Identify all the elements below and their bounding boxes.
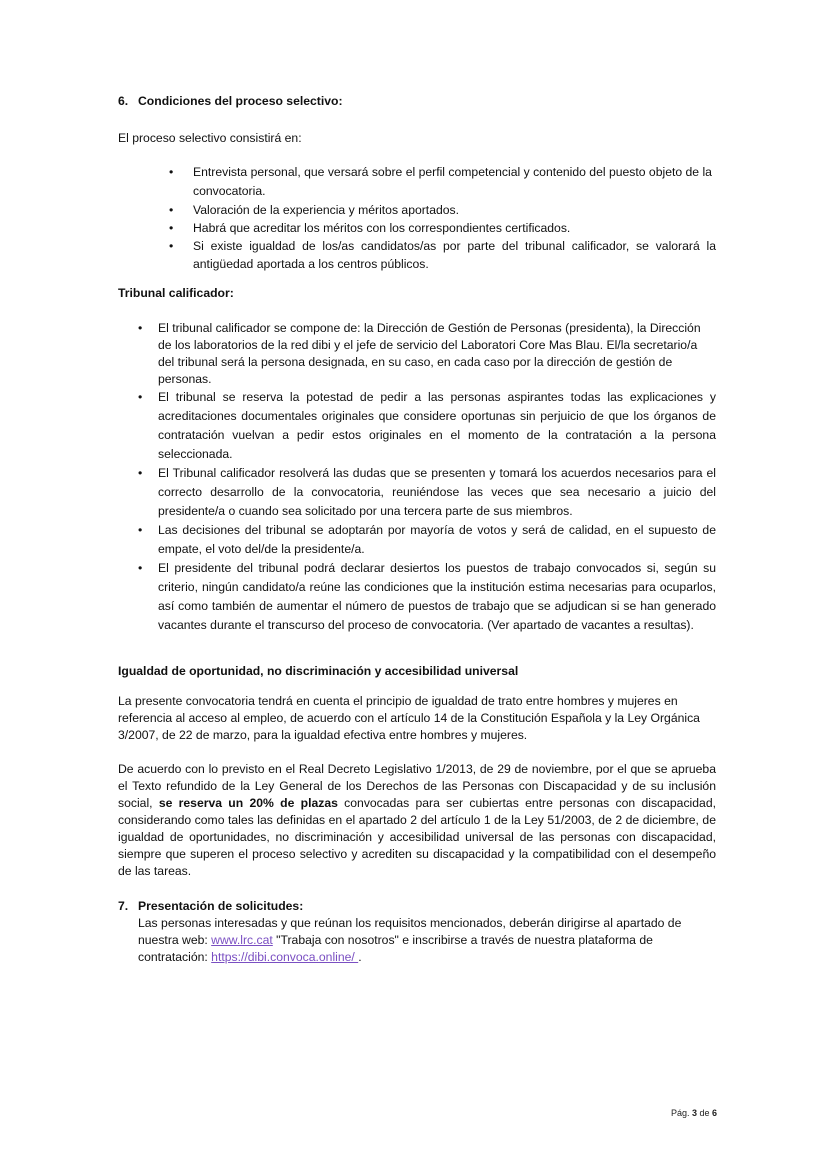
section-7-heading: 7. Presentación de solicitudes: (118, 899, 304, 913)
selection-process-list (193, 163, 716, 273)
list-item: • El tribunal calificador se compone de: la Dirección de Gestión de Personas (presidenta), la Dirección de los laboratorios de la red dibi y el jefe de servicio del Laboratori Core Mas Blau. El/la secretario/a del tribunal será la persona designada, en su caso, en cada caso por la dirección de gestión de personas. (158, 320, 716, 388)
list-item: • Entrevista personal, que versará sobre el perfil competencial y contenido del puesto objeto de la convocatoria. (193, 163, 716, 201)
equality-paragraph-1: La presente convocatoria tendrá en cuenta el principio de igualdad de trato entre hombres y mujeres en referencia al acceso al empleo, de acuerdo con el artículo 14 de la Constitución Española y la Ley Orgánica 3/2007, de 22 de marzo, para la igualdad efectiva entre hombres y mujeres. (118, 694, 700, 742)
tribunal-heading: Tribunal calificador: (118, 286, 234, 300)
section-6-heading: 6. Condiciones del proceso selectivo: (118, 94, 343, 108)
equality-heading: Igualdad de oportunidad, no discriminación y accesibilidad universal (118, 664, 519, 678)
list-item: • El presidente del tribunal podrá declarar desiertos los puestos de trabajo convocados si, según su criterio, ningún candidato/a reúne las condiciones que la institución estima necesarias para ocuparlos, así como también de aumentar el número de puestos de trabajo que se adjudican si se han generado vacantes durante el transcurso del proceso de convocatoria. (Ver apartado de vacantes a resultas). (158, 559, 716, 635)
list-item: • Si existe igualdad de los/as candidatos/as por parte del tribunal calificador, se valorará la antigüedad aportada a los centros públicos. (193, 237, 716, 273)
website-link[interactable]: www.lrc.cat (211, 933, 273, 947)
recruitment-platform-link[interactable]: https://dibi.convoca.online/ (211, 950, 359, 964)
list-item: • Valoración de la experiencia y méritos aportados. (193, 201, 716, 219)
section-6-intro: El proceso selectivo consistirá en: (118, 131, 302, 145)
tribunal-list (158, 320, 716, 635)
list-item: • El Tribunal calificador resolverá las dudas que se presenten y tomará los acuerdos necesarios para el correcto desarrollo de la convocatoria, reuniéndose las veces que sea necesario a juicio del presidente/a o cuando sea solicitado por una tercera parte de sus miembros. (158, 464, 716, 521)
list-item: • Habrá que acreditar los méritos con los correspondientes certificados. (193, 219, 716, 237)
page-number: Pág. 3 de 6 (670, 1108, 717, 1118)
list-item: • El tribunal se reserva la potestad de pedir a las personas aspirantes todas las explicaciones y acreditaciones documentales originales que considere oportunas sin perjuicio de que los órganos de contratación vuelvan a pedir estos originales en el momento de la contratación a la persona seleccionada. (158, 388, 716, 464)
equality-paragraph-2: De acuerdo con lo previsto en el Real Decreto Legislativo 1/2013, de 29 de noviembre, por el que se aprueba el Texto refundido de la Ley General de los Derechos de las Personas con Discapacidad y de su inclusión social, se reserva un 20% de plazas convocadas para ser cubiertas entre personas con discapacidad, considerando como tales las definidas en el apartado 2 del artículo 1 de la Ley 51/2003, de 2 de diciembre, de igualdad de oportunidades, no discriminación y accesibilidad universal de las personas con discapacidad, siempre que superen el proceso selectivo y acrediten su discapacidad y la compatibilidad con el desempeño de las tareas. (118, 762, 716, 878)
list-item: • Las decisiones del tribunal se adoptarán por mayoría de votos y será de calidad, en el supuesto de empate, el voto del/de la presidente/a. (158, 521, 716, 559)
reserved-places-highlight: se reserva un 20% de plazas (158, 796, 338, 810)
page-content (118, 93, 716, 966)
section-7-text: Las personas interesadas y que reúnan los requisitos mencionados, deberán dirigirse al apartado de nuestra web: www.lrc.cat "Trabaja con nosotros" e inscribirse a través de nuestra plataforma de contratación: https://dibi.convoca.online/ . (138, 916, 682, 964)
